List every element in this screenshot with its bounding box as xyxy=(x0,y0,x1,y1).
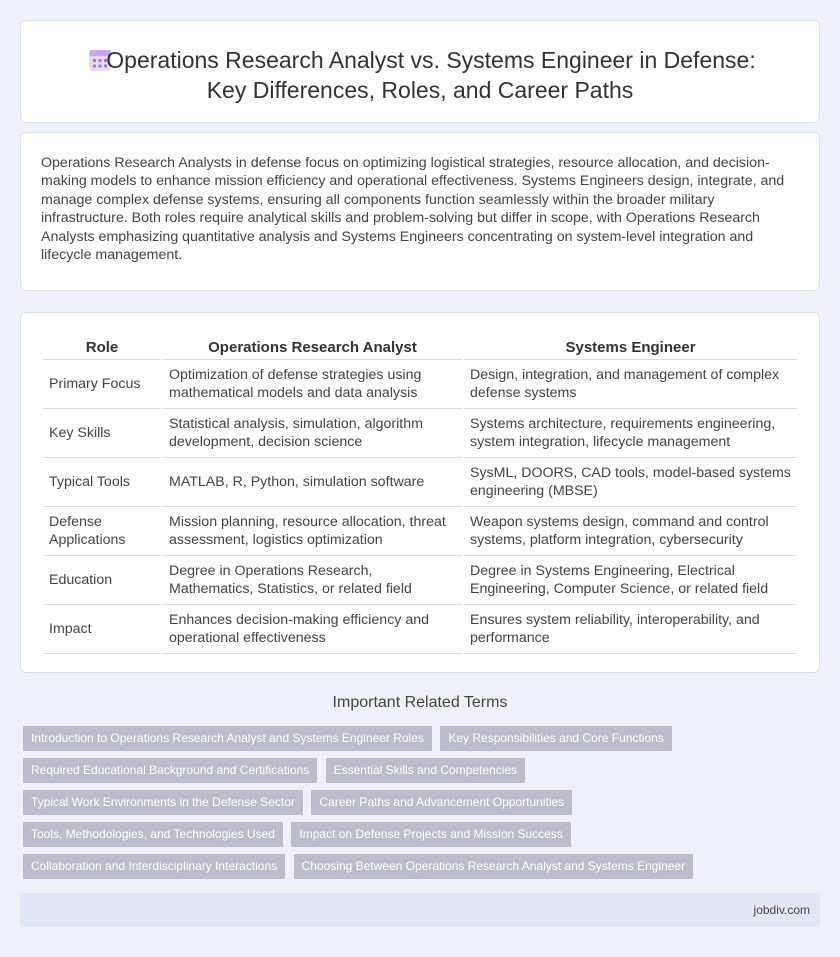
related-term-tag[interactable]: Required Educational Background and Certifications xyxy=(23,758,317,783)
page-title xyxy=(21,45,819,105)
row-role-cell: Defense Applications xyxy=(43,507,161,556)
related-term-tag[interactable]: Impact on Defense Projects and Mission Success xyxy=(291,822,570,847)
footer-site-link[interactable]: jobdiv.com xyxy=(753,903,810,917)
page-title-line1: Operations Research Analyst vs. Systems Engineer in Defense: xyxy=(106,47,756,73)
table-row xyxy=(43,360,797,409)
related-term-tag[interactable]: Career Paths and Advancement Opportunities xyxy=(311,790,572,815)
row-ora-cell: Mission planning, resource allocation, threat assessment, logistics optimization xyxy=(163,507,462,556)
row-se-cell: Ensures system reliability, interoperability, and performance xyxy=(464,605,797,654)
row-se-cell: SysML, DOORS, CAD tools, model-based systems engineering (MBSE) xyxy=(464,458,797,507)
related-term-tag[interactable]: Collaboration and Interdisciplinary Interactions xyxy=(23,854,285,879)
related-term-tag[interactable]: Key Responsibilities and Core Functions xyxy=(440,726,671,751)
row-se-cell: Weapon systems design, command and control systems, platform integration, cybersecurity xyxy=(464,507,797,556)
table-header-row xyxy=(43,337,797,360)
related-term-tag[interactable]: Essential Skills and Competencies xyxy=(326,758,525,783)
related-term-tag[interactable]: Choosing Between Operations Research Analyst and Systems Engineer xyxy=(294,854,694,879)
table-row xyxy=(43,458,797,507)
table-row xyxy=(43,556,797,605)
column-header-role: Role xyxy=(43,337,161,360)
row-ora-cell: Degree in Operations Research, Mathematics, Statistics, or related field xyxy=(163,556,462,605)
related-term-tag[interactable]: Tools, Methodologies, and Technologies Used xyxy=(23,822,283,847)
row-ora-cell: Optimization of defense strategies using mathematical models and data analysis xyxy=(163,360,462,409)
table-row xyxy=(43,507,797,556)
row-role-cell: Education xyxy=(43,556,161,605)
comparison-table-card xyxy=(20,312,820,673)
column-header-ora: Operations Research Analyst xyxy=(163,337,462,360)
intro-card xyxy=(20,132,820,291)
column-header-se: Systems Engineer xyxy=(464,337,797,360)
related-term-tag[interactable]: Introduction to Operations Research Analyst and Systems Engineer Roles xyxy=(23,726,432,751)
row-role-cell: Primary Focus xyxy=(43,360,161,409)
row-role-cell: Typical Tools xyxy=(43,458,161,507)
table-row xyxy=(43,605,797,654)
row-se-cell: Design, integration, and management of complex defense systems xyxy=(464,360,797,409)
footer xyxy=(20,893,820,927)
row-role-cell: Impact xyxy=(43,605,161,654)
row-se-cell: Degree in Systems Engineering, Electrical Engineering, Computer Science, or related field xyxy=(464,556,797,605)
row-se-cell: Systems architecture, requirements engineering, system integration, lifecycle management xyxy=(464,409,797,458)
related-terms-title: Important Related Terms xyxy=(332,694,508,711)
row-role-cell: Key Skills xyxy=(43,409,161,458)
row-ora-cell: MATLAB, R, Python, simulation software xyxy=(163,458,462,507)
table-row xyxy=(43,409,797,458)
page-title-line2: Key Differences, Roles, and Career Paths xyxy=(206,77,634,103)
comparison-table xyxy=(41,337,799,654)
row-ora-cell: Enhances decision-making efficiency and operational effectiveness xyxy=(163,605,462,654)
related-terms-list xyxy=(23,726,813,886)
intro-paragraph: Operations Research Analysts in defense focus on optimizing logistical strategies, resource allocation, and decision-making models to enhance mission efficiency and operational effectiveness. Systems Engineers design, integrate, and manage complex defense systems, ensuring all components function seamlessly within the broader military infrastructure. Both roles require analytical skills and problem-solving but differ in scope, with Operations Research Analysts emphasizing quantitative analysis and Systems Engineers concentrating on system-level integration and lifecycle management. xyxy=(41,155,785,264)
row-ora-cell: Statistical analysis, simulation, algorithm development, decision science xyxy=(163,409,462,458)
related-term-tag[interactable]: Typical Work Environments in the Defense Sector xyxy=(23,790,303,815)
header-card xyxy=(20,20,820,123)
